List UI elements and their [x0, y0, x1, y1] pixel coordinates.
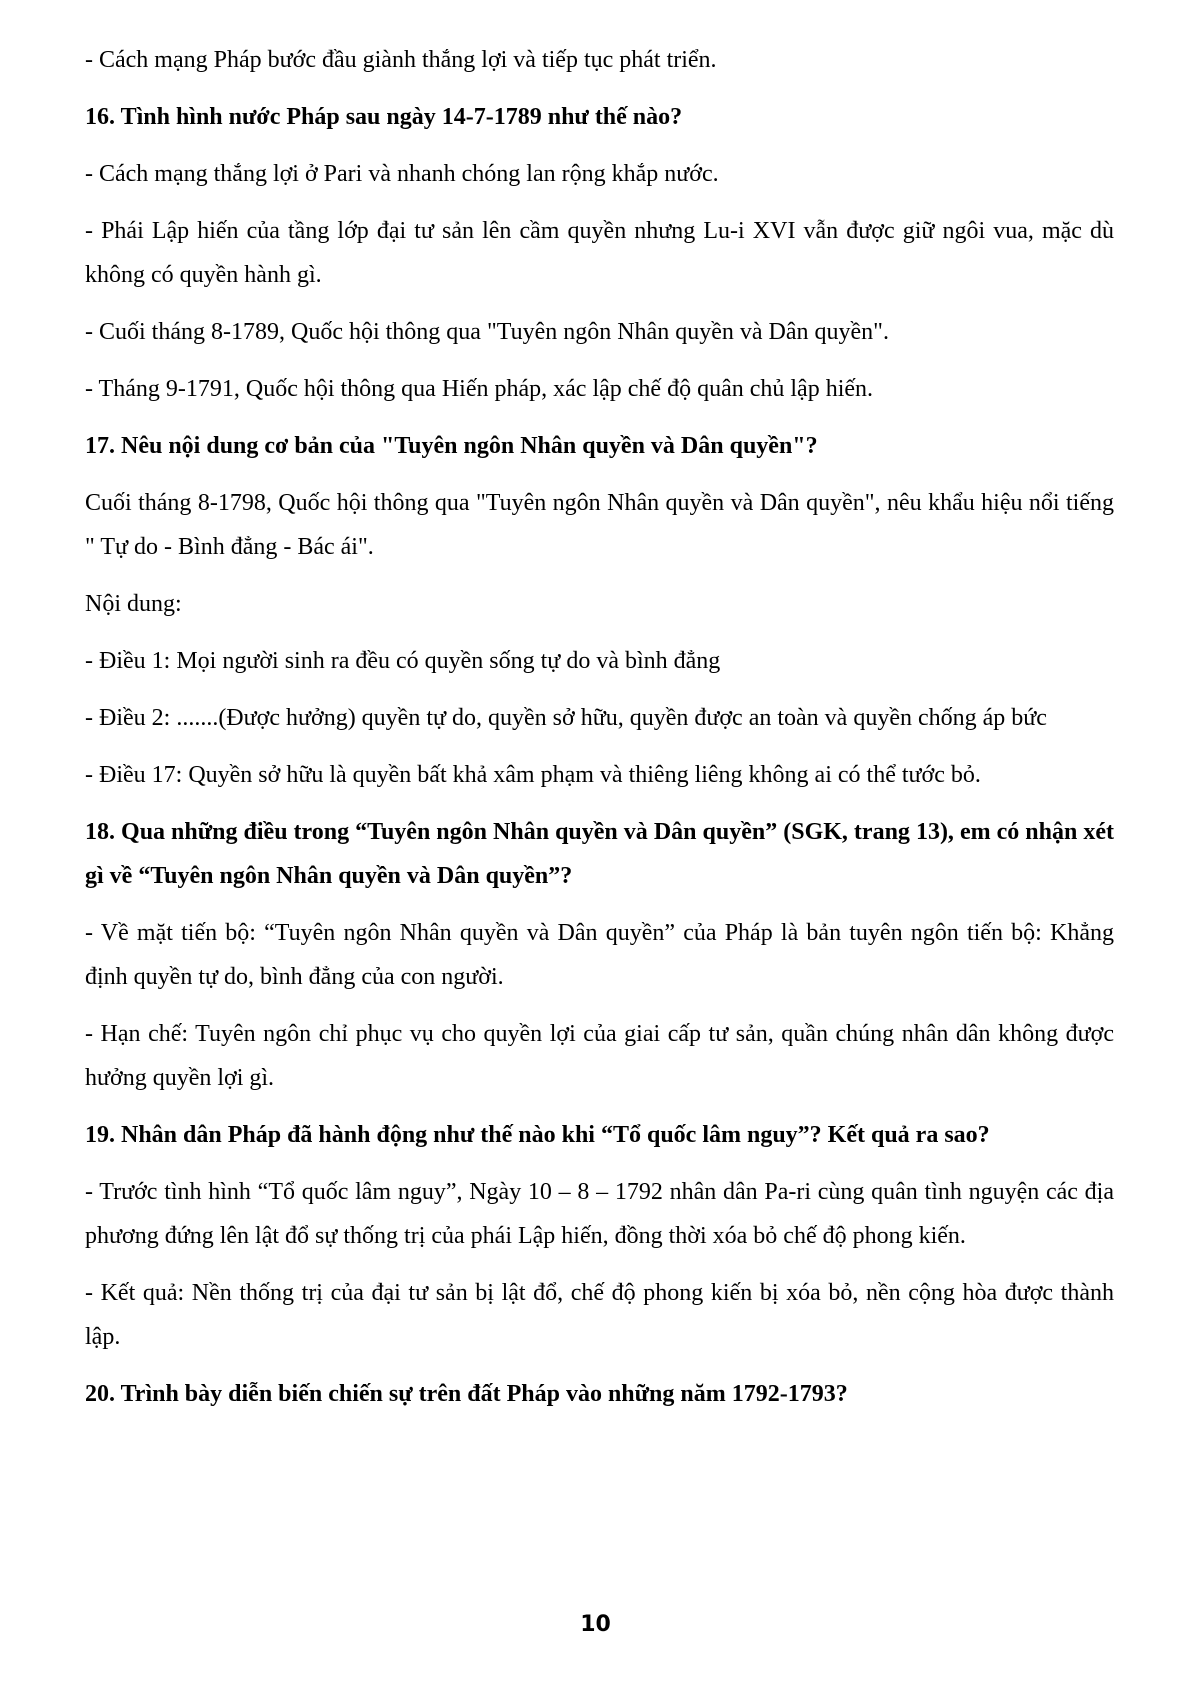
paragraph-cuoi-thang-8-1789: - Cuối tháng 8-1789, Quốc hội thông qua "Tuyên ngôn Nhân quyền và Dân quyền". [85, 319, 889, 345]
paragraph-khau-hieu: Cuối tháng 8-1798, Quốc hội thông qua "Tuyên ngôn Nhân quyền và Dân quyền", nêu khẩu hiệu nổi tiếng " Tự do - Bình đẳng - Bác ái". [85, 490, 1114, 560]
paragraph-han-che: - Hạn chế: Tuyên ngôn chỉ phục vụ cho quyền lợi của giai cấp tư sản, quần chúng nhân dân không được hưởng quyền lợi gì. [85, 1021, 1114, 1091]
question-18-heading: 18. Qua những điều trong “Tuyên ngôn Nhân quyền và Dân quyền” (SGK, trang 13), em có nhận xét gì về “Tuyên ngôn Nhân quyền và Dân quyền”? [85, 819, 1114, 889]
paragraph-cm-phap-phat-trien: - Cách mạng Pháp bước đầu giành thắng lợi và tiếp tục phát triển. [85, 47, 717, 73]
page-number: 10 [580, 1612, 611, 1637]
paragraph-cm-thang-loi-pari: - Cách mạng thắng lợi ở Pari và nhanh chóng lan rộng khắp nước. [85, 161, 719, 187]
question-20-heading: 20. Trình bày diễn biến chiến sự trên đất Pháp vào những năm 1792-1793? [85, 1381, 848, 1407]
paragraph-tien-bo: - Về mặt tiến bộ: “Tuyên ngôn Nhân quyền và Dân quyền” của Pháp là bản tuyên ngôn tiến bộ: Khẳng định quyền tự do, bình đẳng của con người. [85, 920, 1114, 990]
question-17-heading: 17. Nêu nội dung cơ bản của "Tuyên ngôn Nhân quyền và Dân quyền"? [85, 433, 818, 459]
document-page [85, 38, 1114, 1429]
paragraph-dieu-1: - Điều 1: Mọi người sinh ra đều có quyền sống tự do và bình đẳng [85, 648, 721, 674]
question-16-heading: 16. Tình hình nước Pháp sau ngày 14-7-1789 như thế nào? [85, 104, 683, 130]
paragraph-noi-dung-label: Nội dung: [85, 591, 182, 617]
paragraph-ket-qua: - Kết quả: Nền thống trị của đại tư sản bị lật đổ, chế độ phong kiến bị xóa bỏ, nền cộng hòa được thành lập. [85, 1280, 1114, 1350]
paragraph-phai-lap-hien: - Phái Lập hiến của tầng lớp đại tư sản lên cầm quyền nhưng Lu-i XVI vẫn được giữ ngôi vua, mặc dù không có quyền hành gì. [85, 218, 1114, 288]
question-19-heading: 19. Nhân dân Pháp đã hành động như thế nào khi “Tổ quốc lâm nguy”? Kết quả ra sao? [85, 1122, 990, 1148]
paragraph-dieu-2: - Điều 2: .......(Được hưởng) quyền tự do, quyền sở hữu, quyền được an toàn và quyền chống áp bức [85, 705, 1047, 731]
paragraph-thang-9-1791: - Tháng 9-1791, Quốc hội thông qua Hiến pháp, xác lập chế độ quân chủ lập hiến. [85, 376, 874, 402]
paragraph-dieu-17: - Điều 17: Quyền sở hữu là quyền bất khả xâm phạm và thiêng liêng không ai có thể tước bỏ. [85, 762, 981, 788]
paragraph-to-quoc-lam-nguy: - Trước tình hình “Tổ quốc lâm nguy”, Ngày 10 – 8 – 1792 nhân dân Pa-ri cùng quân tình nguyện các địa phương đứng lên lật đổ sự thống trị của phái Lập hiến, đồng thời xóa bỏ chế độ phong kiến. [85, 1179, 1114, 1249]
